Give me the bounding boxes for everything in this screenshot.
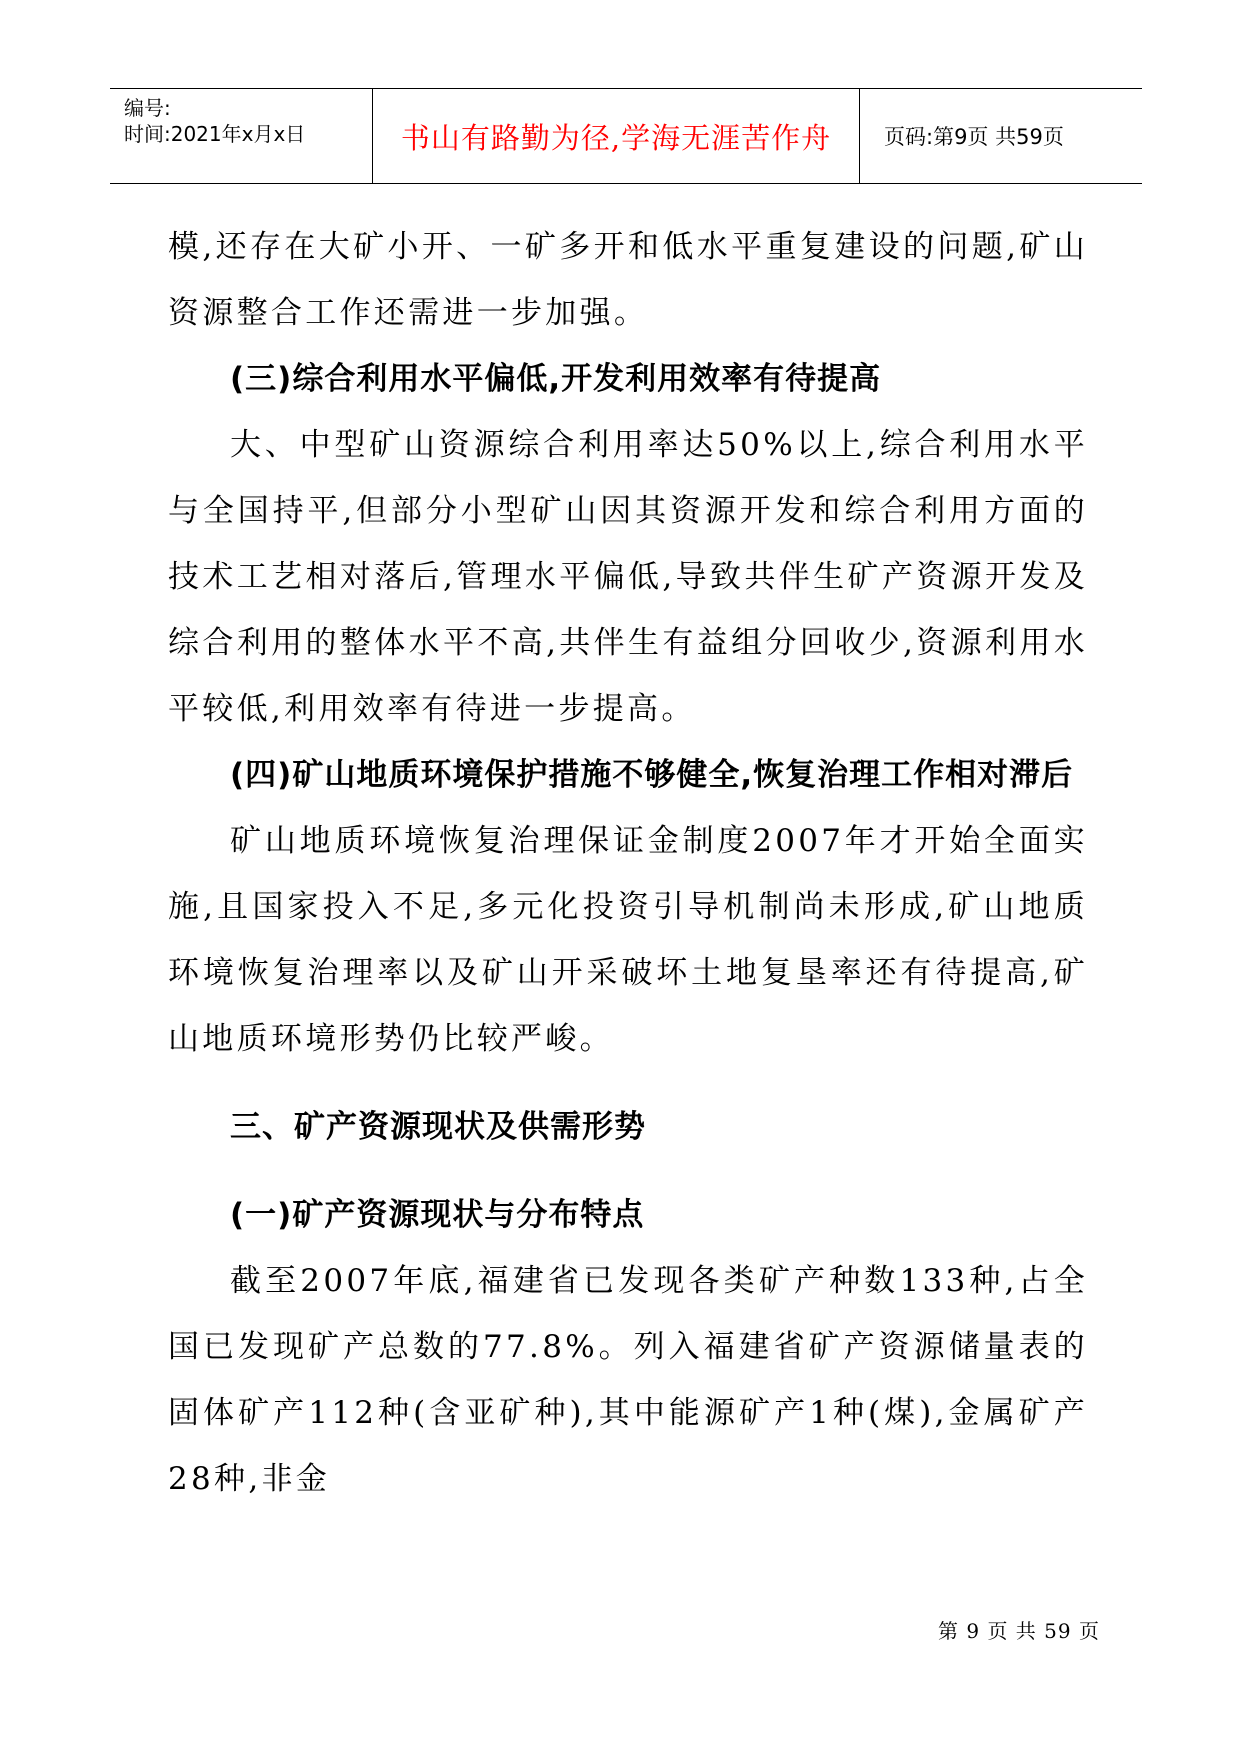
document-body <box>168 214 1088 1512</box>
header-page-cell <box>860 89 1142 183</box>
paragraph-environment: 矿山地质环境恢复治理保证金制度2007年才开始全面实施,且国家投入不足,多元化投资引导机制尚未形成,矿山地质环境恢复治理率以及矿山开采破坏土地复垦率还有待提高,矿山地质环境形势仍比较严峻。 <box>168 823 1088 1057</box>
page-footer: 第 9 页 共 59 页 <box>938 1619 1100 1643</box>
section-heading-three: 三、矿产资源现状及供需形势 <box>230 1109 646 1145</box>
header-meta-cell <box>110 89 372 183</box>
heading-three: (三)综合利用水平偏低,开发利用效率有待提高 <box>230 361 882 397</box>
document-number-label: 编号: <box>124 96 171 120</box>
subsection-heading-one: (一)矿产资源现状与分布特点 <box>230 1197 645 1233</box>
heading-four: (四)矿山地质环境保护措施不够健全,恢复治理工作相对滞后 <box>230 757 1074 793</box>
paragraph-utilization: 大、中型矿山资源综合利用率达50%以上,综合利用水平与全国持平,但部分小型矿山因其资源开发和综合利用方面的技术工艺相对落后,管理水平偏低,导致共伴生矿产资源开发及综合利用的整体水平不高,共伴生有益组分回收少,资源利用水平较低,利用效率有待进一步提高。 <box>168 427 1088 727</box>
paragraph-resources: 截至2007年底,福建省已发现各类矿产种数133种,占全国已发现矿产总数的77.8%。列入福建省矿产资源储量表的固体矿产112种(含亚矿种),其中能源矿产1种(煤),金属矿产28种,非金 <box>168 1263 1088 1497</box>
header-motto: 书山有路勤为径,学海无涯苦作舟 <box>400 120 832 155</box>
paragraph-continued: 模,还存在大矿小开、一矿多开和低水平重复建设的问题,矿山资源整合工作还需进一步加强。 <box>168 229 1088 331</box>
header-motto-cell <box>372 89 860 183</box>
header-page-code: 页码:第9页 共59页 <box>884 125 1064 149</box>
document-date: 时间:2021年x月x日 <box>124 122 306 146</box>
page-header <box>110 88 1142 184</box>
